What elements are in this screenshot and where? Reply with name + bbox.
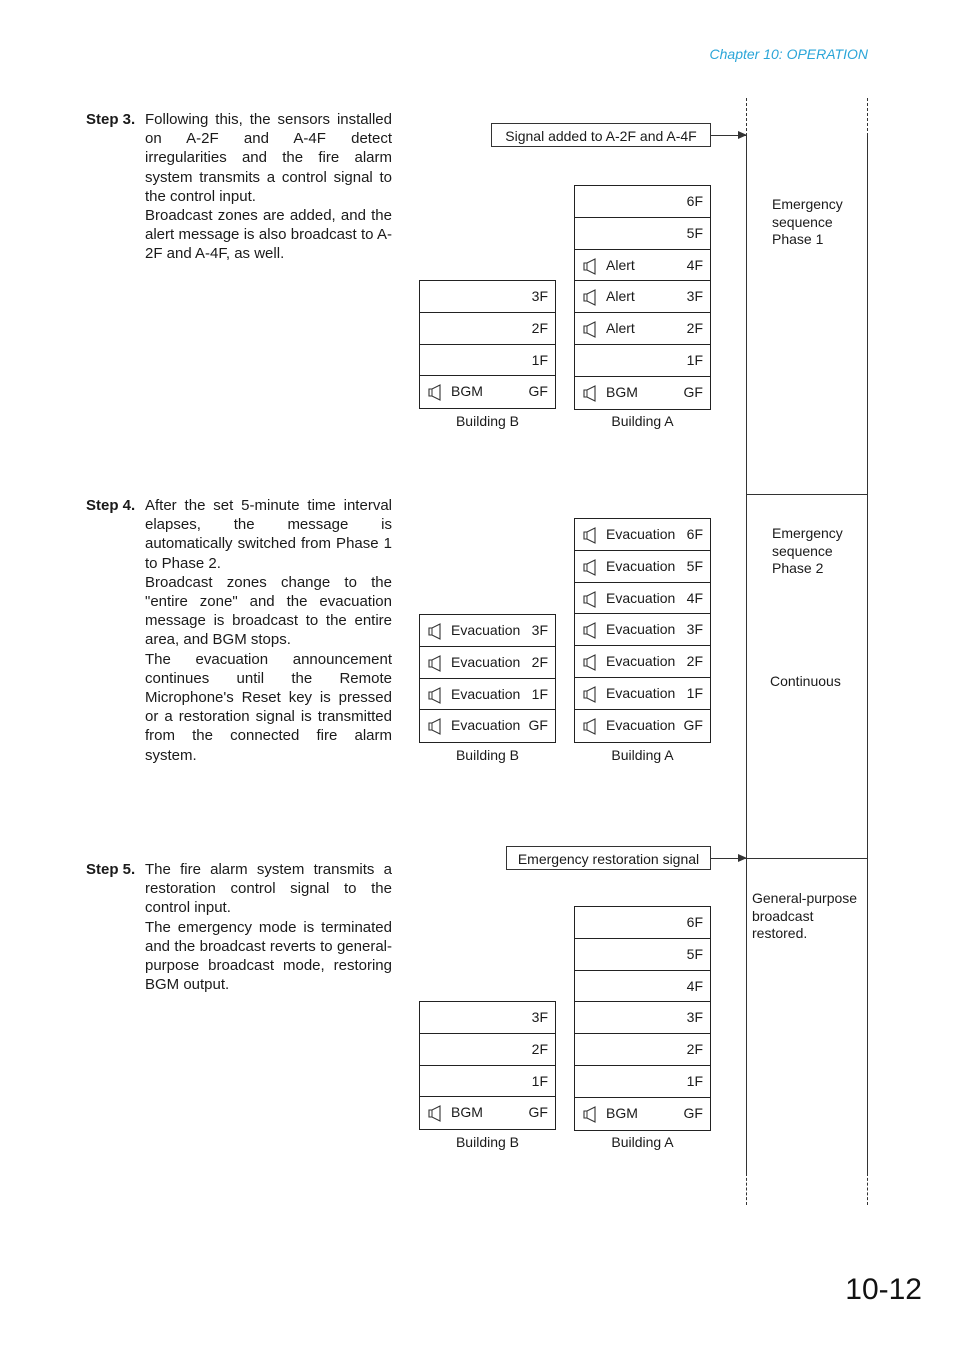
- step-label: Step 3.: [86, 111, 136, 128]
- speaker-icon: [428, 655, 442, 672]
- floor-message: Evacuation: [451, 685, 521, 702]
- floor-label: 1F: [531, 1072, 548, 1089]
- floor-message: Evacuation: [606, 684, 676, 701]
- building-a: [574, 518, 711, 743]
- speaker-icon: [428, 687, 442, 704]
- floor-message: Evacuation: [606, 621, 676, 638]
- floor-message: Alert: [606, 256, 635, 273]
- floor-message: Alert: [606, 288, 635, 305]
- step-5: [86, 860, 392, 994]
- building-a-label: Building A: [611, 747, 674, 763]
- floor-label: 3F: [686, 621, 703, 638]
- chapter-header: Chapter 10: OPERATION: [709, 46, 868, 62]
- speaker-icon: [428, 1105, 442, 1122]
- building-a: [574, 185, 711, 410]
- floor-row: [575, 583, 710, 615]
- building-b-label: Building B: [455, 747, 520, 763]
- floor-label: 1F: [531, 685, 548, 702]
- floor-label: 2F: [686, 320, 703, 337]
- floor-label: 4F: [686, 589, 703, 606]
- floor-row: [575, 907, 710, 939]
- floor-row: [420, 1066, 555, 1098]
- floor-message: BGM: [451, 383, 483, 400]
- timeline-divider: [746, 858, 868, 859]
- floor-row: [575, 971, 710, 1003]
- floor-message: Evacuation: [451, 622, 521, 638]
- floor-row: [575, 1002, 710, 1034]
- floor-row: [575, 313, 710, 345]
- step-label: Step 5.: [86, 861, 136, 878]
- speaker-icon: [583, 591, 597, 608]
- timeline-dash-bottom: [746, 1173, 747, 1205]
- floor-message: Evacuation: [606, 716, 676, 733]
- phase2-label: Emergency sequence Phase 2: [772, 525, 843, 576]
- speaker-icon: [428, 384, 442, 401]
- timeline-divider: [746, 494, 868, 495]
- floor-row: [575, 218, 710, 250]
- floor-message: Evacuation: [606, 653, 676, 670]
- floor-message: Evacuation: [606, 557, 676, 574]
- floor-row: [575, 345, 710, 377]
- speaker-icon: [583, 385, 597, 402]
- page-number: 10-12: [845, 1273, 922, 1306]
- speaker-icon: [583, 686, 597, 703]
- floor-label: 5F: [686, 224, 703, 241]
- floor-label: 1F: [686, 684, 703, 701]
- floor-row: [420, 345, 555, 377]
- floor-label: 3F: [531, 288, 548, 304]
- floor-label: 1F: [531, 351, 548, 368]
- floor-label: 6F: [686, 526, 703, 542]
- building-b: [419, 280, 556, 409]
- timeline-line-right: [867, 136, 868, 1173]
- speaker-icon: [583, 1106, 597, 1123]
- speaker-icon: [583, 289, 597, 306]
- floor-label: 4F: [686, 977, 703, 994]
- speaker-icon: [583, 527, 597, 544]
- floor-row: [420, 1034, 555, 1066]
- floor-row: [575, 186, 710, 218]
- floor-row: [420, 679, 555, 711]
- floor-message: BGM: [606, 1104, 638, 1121]
- floor-label: 2F: [531, 653, 548, 670]
- timeline-dash-bottom: [867, 1173, 868, 1205]
- floor-label: 4F: [686, 256, 703, 273]
- floor-message: BGM: [451, 1104, 483, 1121]
- speaker-icon: [428, 623, 442, 640]
- floor-message: Evacuation: [606, 589, 676, 606]
- floor-row: [575, 939, 710, 971]
- step-paragraph: The emergency mode is terminated and the broadcast reverts to general-purpose broadcast mode, restoring BGM output.: [145, 918, 392, 994]
- timeline-dash-top: [867, 98, 868, 136]
- floor-message: Evacuation: [606, 526, 676, 542]
- step-label: Step 4.: [86, 497, 136, 514]
- building-b-label: Building B: [455, 413, 520, 429]
- floor-row: [575, 551, 710, 583]
- building-b: [419, 614, 556, 743]
- floor-label: 5F: [686, 557, 703, 574]
- floor-row: [420, 1002, 555, 1034]
- floor-label: 5F: [686, 945, 703, 962]
- building-b: [419, 1001, 556, 1130]
- floor-label: GF: [683, 1104, 703, 1121]
- floor-label: 3F: [686, 1009, 703, 1026]
- floor-message: Evacuation: [451, 653, 521, 670]
- floor-message: Evacuation: [451, 717, 521, 734]
- speaker-icon: [583, 258, 597, 275]
- floor-row: [420, 376, 555, 408]
- floor-label: 3F: [686, 288, 703, 305]
- restored-label: General-purpose broadcast restored.: [752, 890, 858, 941]
- floor-label: 1F: [686, 351, 703, 368]
- building-b-label: Building B: [455, 1134, 520, 1150]
- floor-label: GF: [683, 716, 703, 733]
- floor-row: [575, 1066, 710, 1098]
- floor-label: GF: [528, 1104, 548, 1121]
- floor-row: [575, 281, 710, 313]
- timeline-dash-top: [746, 98, 747, 136]
- continuous-label: Continuous: [770, 673, 841, 689]
- floor-label: 3F: [531, 1009, 548, 1025]
- floor-label: 6F: [686, 914, 703, 930]
- phase1-label: Emergency sequence Phase 1: [772, 196, 843, 247]
- floor-row: [575, 519, 710, 551]
- speaker-icon: [428, 718, 442, 735]
- floor-row: [420, 647, 555, 679]
- floor-label: 2F: [531, 1040, 548, 1057]
- floor-row: [575, 250, 710, 282]
- step-paragraph: Following this, the sensors installed on A-2F and A-4F detect irregularities and the fire alarm system transmits a control signal to the control input.: [145, 111, 392, 205]
- floor-label: GF: [528, 383, 548, 400]
- floor-message: BGM: [606, 383, 638, 400]
- floor-row: [575, 646, 710, 678]
- speaker-icon: [583, 654, 597, 671]
- floor-row: [420, 615, 555, 647]
- floor-message: Alert: [606, 320, 635, 337]
- step-3: [86, 110, 392, 264]
- signal-arrow: [711, 858, 746, 859]
- step-4: [86, 496, 392, 765]
- step-paragraph: Broadcast zones are added, and the alert message is also broadcast to A-2F and A-4F, as well.: [145, 207, 392, 263]
- signal-box-phase1: Signal added to A-2F and A-4F: [491, 123, 711, 147]
- signal-box-restoration: Emergency restoration signal: [506, 846, 711, 870]
- floor-row: [575, 614, 710, 646]
- floor-label: 2F: [531, 319, 548, 336]
- floor-row: [420, 710, 555, 742]
- signal-arrow: [711, 135, 746, 136]
- floor-label: 2F: [686, 653, 703, 670]
- floor-row: [420, 281, 555, 313]
- speaker-icon: [583, 622, 597, 639]
- floor-row: [575, 1034, 710, 1066]
- building-a: [574, 906, 711, 1131]
- speaker-icon: [583, 559, 597, 576]
- floor-label: 1F: [686, 1072, 703, 1089]
- floor-label: 2F: [686, 1041, 703, 1058]
- floor-row: [575, 678, 710, 710]
- floor-label: GF: [683, 383, 703, 400]
- step-paragraph: The fire alarm system transmits a restoration control signal to the control input.: [145, 861, 392, 917]
- step-paragraph: After the set 5-minute time interval elapses, the message is automatically switched from Phase 1 to Phase 2.: [145, 497, 392, 572]
- floor-row: [575, 377, 710, 409]
- floor-label: GF: [528, 717, 548, 734]
- step-paragraph: The evacuation announcement continues until the Remote Microphone's Reset key is pressed or a restoration signal is transmitted from the connected fire alarm system.: [145, 650, 392, 764]
- floor-label: 3F: [531, 622, 548, 638]
- building-a-label: Building A: [611, 413, 674, 429]
- step-paragraph: Broadcast zones change to the "entire zone" and the evacuation message is broadcast to the entire area, and BGM stops.: [145, 573, 392, 649]
- building-a-label: Building A: [611, 1134, 674, 1150]
- floor-row: [420, 313, 555, 345]
- timeline-line-left: [746, 136, 747, 1173]
- speaker-icon: [583, 321, 597, 338]
- floor-row: [575, 1098, 710, 1130]
- floor-row: [575, 710, 710, 742]
- speaker-icon: [583, 718, 597, 735]
- floor-label: 6F: [686, 193, 703, 209]
- floor-row: [420, 1097, 555, 1129]
